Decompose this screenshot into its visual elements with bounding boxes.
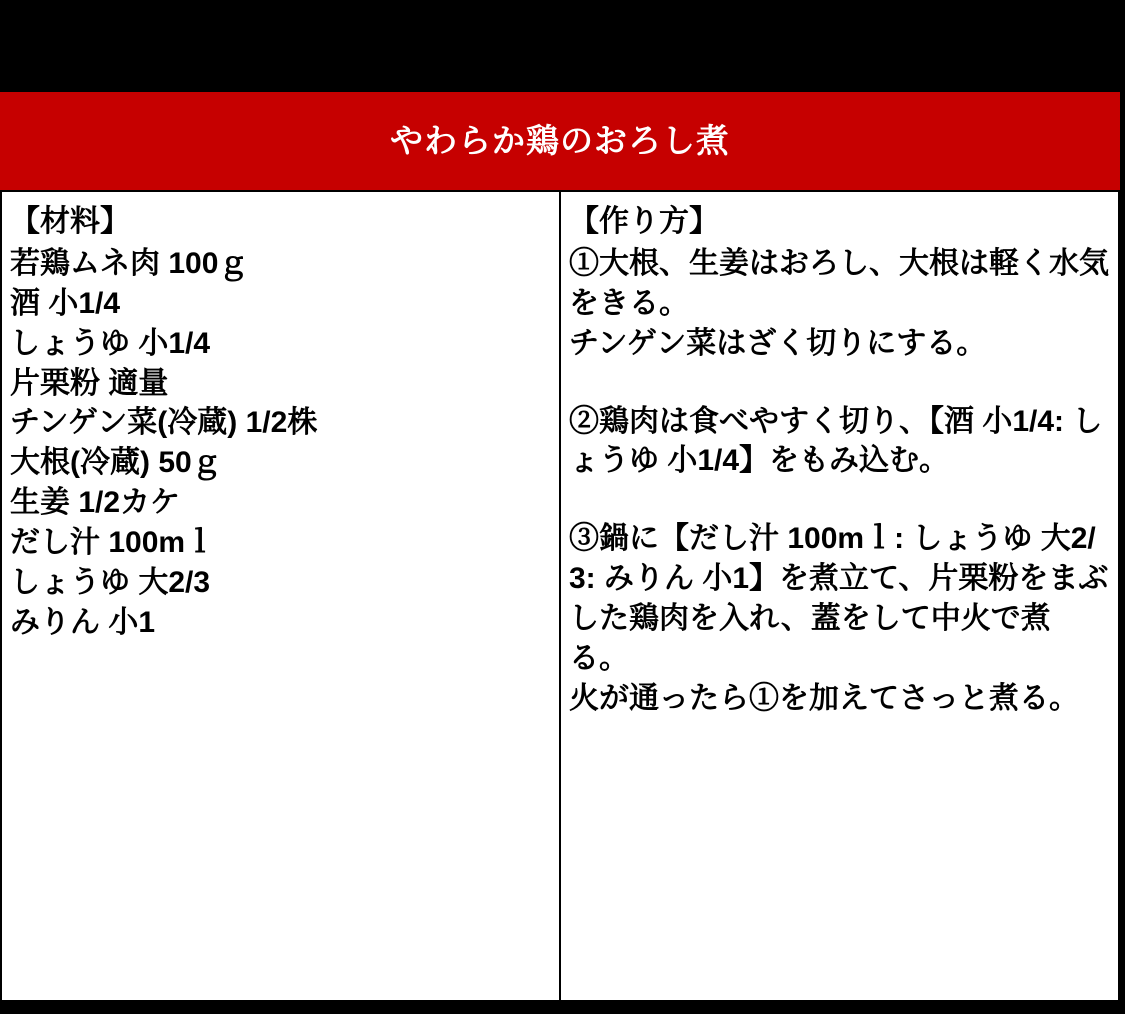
ingredient-item: チンゲン菜(冷蔵) 1/2株 bbox=[10, 406, 318, 440]
direction-line: ①大根、生姜はおろし、大根は軽く水気をきる。 bbox=[569, 246, 1109, 320]
direction-line: 火が通ったら①を加えてさっと煮る。 bbox=[569, 681, 1079, 715]
ingredient-item: 片栗粉 適量 bbox=[10, 366, 169, 400]
ingredients-heading: 【材料】 bbox=[10, 205, 130, 238]
recipe-columns bbox=[0, 190, 1120, 1002]
ingredient-item: しょうゆ 大2/3 bbox=[10, 566, 211, 600]
page-title: やわらか鶏のおろし煮 bbox=[390, 122, 730, 160]
ingredient-item: みりん 小1 bbox=[10, 605, 156, 639]
step-spacer bbox=[569, 364, 1110, 402]
ingredient-item: 大根(冷蔵) 50ｇ bbox=[10, 446, 222, 480]
recipe-title-bar bbox=[0, 92, 1120, 190]
direction-line: ③鍋に【だし汁 100mｌ: しょうゆ 大2/3: みりん 小1】を煮立て、片栗粉をまぶした鶏肉を入れ、蓋をして中火で煮る。 bbox=[569, 522, 1109, 676]
ingredient-item: しょうゆ 小1/4 bbox=[10, 326, 211, 360]
ingredient-item: 若鶏ムネ肉 100ｇ bbox=[10, 246, 249, 280]
directions-column bbox=[560, 190, 1120, 1002]
ingredient-item: だし汁 100mｌ bbox=[10, 526, 216, 560]
ingredient-item: 生姜 1/2カケ bbox=[10, 486, 181, 520]
directions-heading: 【作り方】 bbox=[569, 205, 719, 238]
ingredients-column bbox=[0, 190, 560, 1002]
direction-line: チンゲン菜はざく切りにする。 bbox=[569, 326, 987, 360]
direction-line: ②鶏肉は食べやすく切り、【酒 小1/4: しょうゆ 小1/4】をもみ込む。 bbox=[569, 404, 1103, 478]
step-spacer bbox=[569, 481, 1110, 519]
direction-step bbox=[569, 402, 1110, 482]
direction-step bbox=[569, 519, 1110, 718]
recipe-card bbox=[0, 92, 1120, 1002]
ingredient-item: 酒 小1/4 bbox=[10, 286, 121, 320]
direction-step bbox=[569, 244, 1110, 364]
